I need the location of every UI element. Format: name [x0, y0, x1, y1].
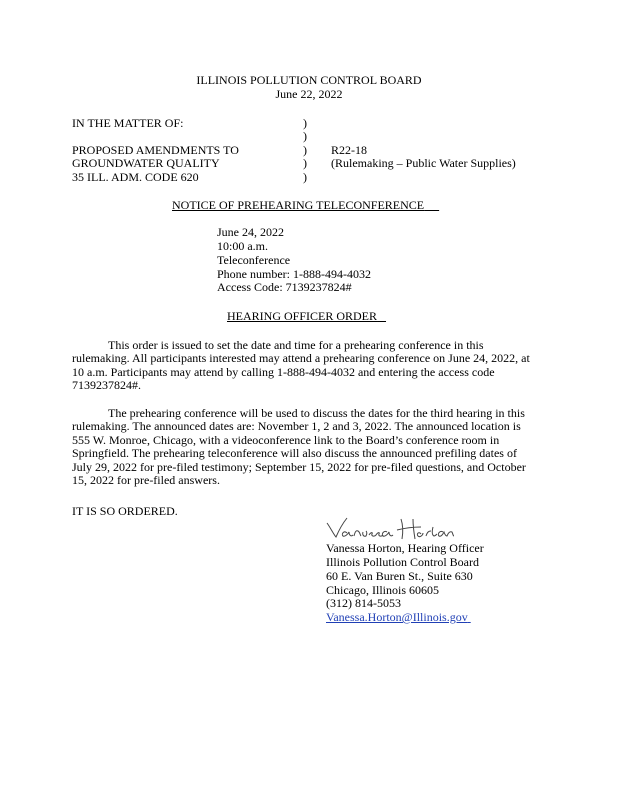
caption-paren: ): [303, 156, 307, 170]
notice-medium: Teleconference: [217, 253, 291, 267]
caption-paren: ): [303, 143, 307, 157]
caption-matter: IN THE MATTER OF:: [72, 116, 184, 130]
caption-title-line-3: 35 ILL. ADM. CODE 620: [72, 170, 199, 184]
notice-time: 10:00 a.m.: [217, 239, 268, 253]
notice-phone: Phone number: 1-888-494-4032: [217, 267, 371, 281]
order-date: June 22, 2022: [275, 87, 343, 101]
caption-paren: ): [303, 129, 307, 143]
caption-paren: ): [303, 170, 307, 184]
docket-type: (Rulemaking – Public Water Supplies): [331, 156, 516, 170]
signatory-name-title: Vanessa Horton, Hearing Officer: [326, 541, 484, 555]
handwritten-signature: [325, 515, 455, 543]
caption-title-line-2: GROUNDWATER QUALITY: [72, 156, 220, 170]
caption-title-line-1: PROPOSED AMENDMENTS TO: [72, 143, 239, 157]
signatory-email-link[interactable]: Vanessa.Horton@Illinois.gov: [326, 610, 468, 624]
order-paragraph-1: This order is issued to set the date and time for a prehearing conference in this rulemaking. All participants interested may attend a prehearing conference on June 24, 2022, at 10 a.m. Participants may attend by calling 1-888-494-4032 and entering the access code 7139237824#.: [72, 338, 530, 393]
order-paragraph-2: The prehearing conference will be used to discuss the dates for the third hearing in this rulemaking. The announced dates are: November 1, 2 and 3, 2022. The announced location is 555 W. Monroe, Chicago, with a videoconference link to the Board’s conference room in Springfield. The prehearing teleconference will also discuss the announced prefiling dates of July 29, 2022 for pre-filed testimony; September 15, 2022 for pre-filed questions, and October 15, 2022 for pre-filed answers.: [72, 406, 526, 488]
notice-date: June 24, 2022: [217, 225, 284, 239]
closing-statement: IT IS SO ORDERED.: [72, 504, 178, 518]
signatory-agency: Illinois Pollution Control Board: [326, 555, 480, 569]
notice-access-code: Access Code: 7139237824#: [217, 280, 352, 294]
docket-number: R22-18: [331, 143, 367, 157]
notice-heading: NOTICE OF PREHEARING TELECONFERENCE: [172, 198, 425, 212]
caption-paren: ): [303, 116, 307, 130]
agency-title: ILLINOIS POLLUTION CONTROL BOARD: [196, 73, 422, 87]
signatory-city: Chicago, Illinois 60605: [326, 583, 439, 597]
signatory-phone: (312) 814-5053: [326, 596, 401, 610]
signatory-street: 60 E. Van Buren St., Suite 630: [326, 569, 473, 583]
order-heading: HEARING OFFICER ORDER: [227, 309, 378, 323]
